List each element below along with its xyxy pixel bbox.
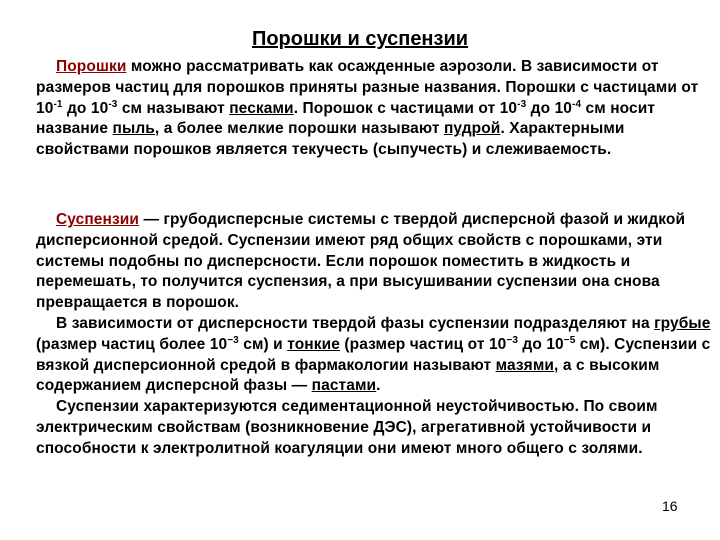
term-ointments: мазями	[495, 356, 555, 374]
term-suspensions: Суспензии	[56, 211, 140, 228]
term-pastes: пастами	[311, 377, 377, 395]
suspensions-classification-paragraph: В зависимости от дисперсности твердой фазы суспензии подразделяют на грубые (размер частиц более $10^{-3}$ см) и тонкие (размер частиц от $10^{-3}$ до $10^{-5}$ см). Суспензии с вязкой дисперсионной средой в фармакологии называют мазями, а с высоким содержанием дисперсной фазы — пастами.	[36, 314, 711, 395]
term-powder-fine: пудрой	[443, 120, 501, 138]
suspensions-definition-paragraph: Суспензии — грубодисперсные системы с твердой дисперсной фазой и жидкой дисперсионной средой. Суспензии имеют ряд общих свойств с порошками, эти системы подобны по дисперсности. Если порошок поместить в жидкость и перемешать, то получится суспензия, а при высушивании суспензии она снова превращается в порошок.	[36, 211, 686, 312]
term-fine: тонкие	[287, 335, 340, 353]
term-coarse: грубые	[654, 314, 711, 332]
page-title: Порошки и суспензии	[251, 28, 469, 50]
term-powders: Порошки	[56, 58, 127, 75]
page-number: 16	[662, 498, 678, 514]
term-dust: пыль	[112, 120, 155, 138]
term-sands: песками	[229, 99, 294, 117]
suspensions-section	[36, 210, 720, 460]
powders-paragraph: Порошки можно рассматривать как осажденные аэрозоли. В зависимости от размеров частиц для порошков приняты разные названия. Порошки с частицами от $10^{-1}$ до $10^{-3}$ см называют песками. Порошок с частицами от $10^{-3}$ до $10^{-4}$ см носит название пыль, а более мелкие порошки называют пудрой. Характерными свойствами порошков является текучесть (сыпучесть) и слеживаемость.	[36, 58, 699, 159]
suspensions-properties-paragraph: Суспензии характеризуются седиментационной неустойчивостью. По своим электрическим свойствам (возникновение ДЭС), агрегативной устойчивости и способности к электролитной коагуляции они имеют много общего с золями.	[36, 398, 658, 457]
